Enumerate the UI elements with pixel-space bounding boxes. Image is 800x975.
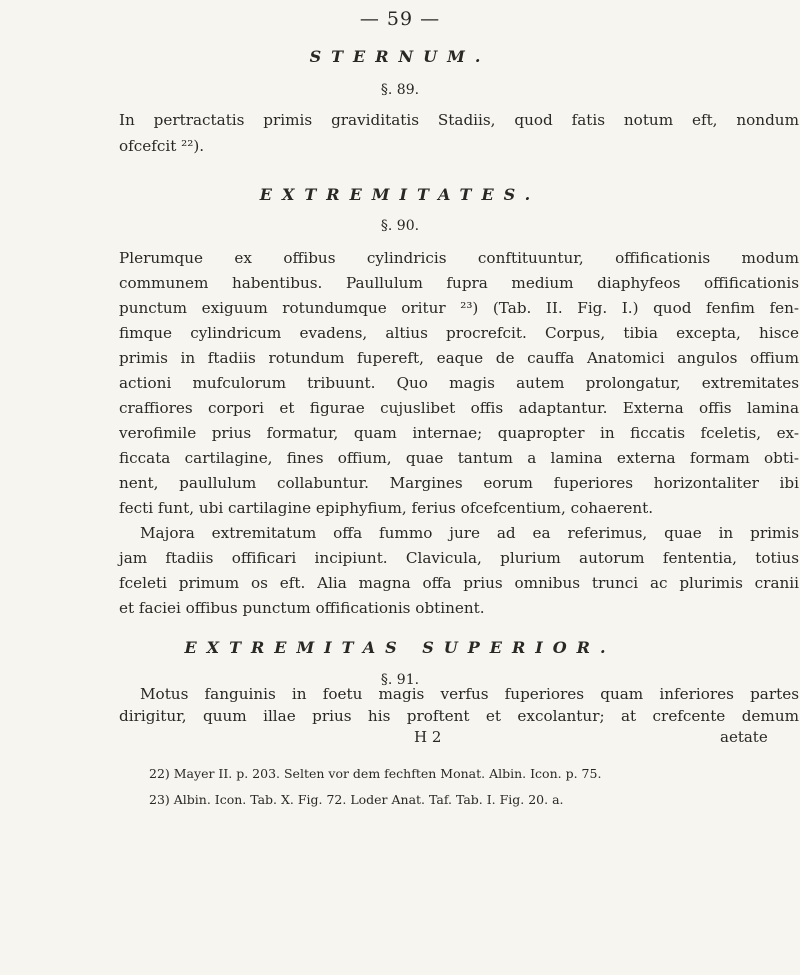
para90-line-8: verofimile prius formatur, quam internae; quapropter in ficcatis fceletis, ex- [119,424,799,442]
para90-line-1: Plerumque ex offibus cylindricis conftituuntur, offificationis modum [119,249,799,267]
heading-extremitates: EXTREMITATES. [259,185,541,204]
page-number: — 59 — [359,8,441,30]
catchword: aetate [720,728,768,746]
section-91: §. 91. [380,672,420,688]
para89-line-1: In pertractatis primis graviditatis Stadiis, quod fatis notum eft, nondum [119,111,799,129]
heading-sternum: STERNUM. [309,47,491,66]
footnote-22: 22) Mayer II. p. 203. Selten vor dem fechften Monat. Albin. Icon. p. 75. [149,766,602,781]
para90-line-7: craffiores corpori et figurae cujuslibet offis adaptantur. Externa offis lamina [119,399,799,417]
para90-line-9: ficcata cartilagine, fines offium, quae tantum a lamina externa formam obti- [119,449,799,467]
para90-line-5: primis in ftadiis rotundum fupereft, eaque de cauffa Anatomici angulos offium [119,349,799,367]
para91-line-2: dirigitur, quum illae prius his proftent et excolantur; at crefcente demum [119,707,799,725]
para90-line-6: actioni mufculorum tribuunt. Quo magis autem prolongatur, extremitates [119,374,799,392]
para90-line-11: fecti funt, ubi cartilagine epiphyfium, ferius ofcefcentium, cohaerent. [119,499,654,517]
section-89: §. 89. [380,82,420,98]
para90-line-12: Majora extremitatum offa fummo jure ad ea referimus, quae in primis [140,524,799,542]
para91-line-1: Motus fanguinis in foetu magis verfus fuperiores quam inferiores partes [140,685,799,703]
signature-mark: H 2 [414,728,442,746]
para90-line-4: fimque cylindricum evadens, altius procrefcit. Corpus, tibia excepta, hisce [119,324,799,342]
heading-extremitas-superior: EXTREMITAS SUPERIOR. [184,638,616,657]
para90-line-13: jam ftadiis offificari incipiunt. Clavicula, plurium autorum fententia, totius [119,549,799,567]
para90-line-15: et faciei offibus punctum offificationis obtinent. [119,599,485,617]
para90-line-2: communem habentibus. Paullulum fupra medium diaphyfeos offificationis [119,274,799,292]
para89-line-2: ofcefcit ²²). [119,137,205,155]
para90-line-3: punctum exiguum rotundumque oritur ²³) (Tab. II. Fig. I.) quod fenfim fen- [119,299,799,317]
para90-line-10: nent, paullulum collabuntur. Margines eorum fuperiores horizontaliter ibi [119,474,799,492]
para90-line-14: fceleti primum os eft. Alia magna offa prius omnibus trunci ac plurimis cranii [119,574,799,592]
section-90: §. 90. [380,218,420,234]
footnote-23: 23) Albin. Icon. Tab. X. Fig. 72. Loder Anat. Taf. Tab. I. Fig. 20. a. [149,792,564,807]
